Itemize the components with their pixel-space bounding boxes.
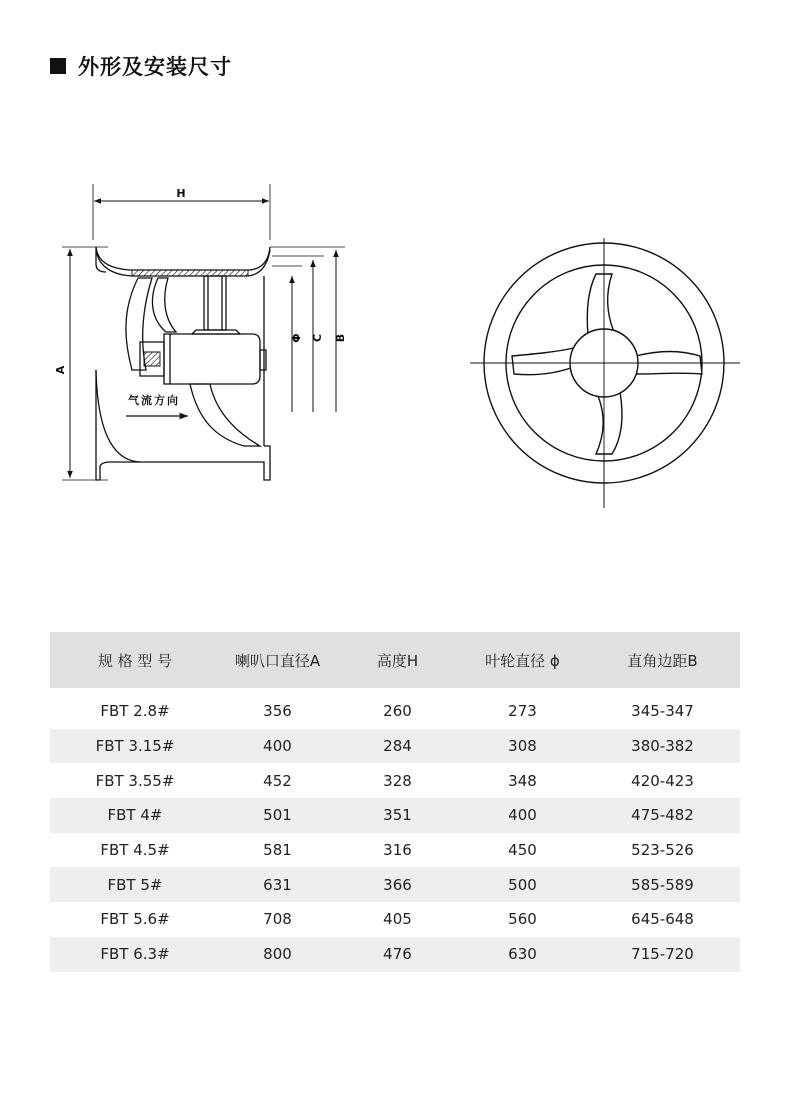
dim-b-label: B xyxy=(334,333,347,343)
airflow-label: 气流方向 xyxy=(128,394,180,407)
section-title: 外形及安装尺寸 xyxy=(78,55,232,79)
dim-c-label: C xyxy=(311,333,324,343)
spec-table xyxy=(50,632,740,972)
table-row: FBT 2.8# 356 260 273 345-347 xyxy=(100,702,694,721)
header-model: 规 格 型 号 xyxy=(50,632,220,688)
table-row: FBT 3.55# 452 328 348 420-423 xyxy=(95,771,694,790)
table-row: FBT 3.15# 400 284 308 380-382 xyxy=(50,729,740,764)
table-row: FBT 5# 631 366 500 585-589 xyxy=(50,867,740,902)
table-header-row xyxy=(50,632,740,688)
heading-square-icon xyxy=(50,58,66,74)
front-view xyxy=(470,238,740,508)
fan-drawing-svg xyxy=(40,170,750,520)
table-row: FBT 5.6# 708 405 560 645-648 xyxy=(100,910,694,929)
table-row: FBT 6.3# 800 476 630 715-720 xyxy=(50,937,740,972)
header-inlet-diameter: 喇叭口直径A xyxy=(220,632,335,688)
side-view xyxy=(62,184,345,480)
table-row: FBT 4.5# 581 316 450 523-526 xyxy=(100,841,694,860)
header-impeller-diameter: 叶轮直径 ϕ xyxy=(460,632,585,688)
header-height: 高度H xyxy=(335,632,460,688)
dim-h-label: H xyxy=(176,187,186,200)
dim-phi-label: Φ xyxy=(290,333,303,343)
technical-drawing xyxy=(40,170,750,520)
section-heading xyxy=(50,52,232,80)
dim-a-label: A xyxy=(54,365,67,375)
table-row: FBT 4# 501 351 400 475-482 xyxy=(50,798,740,833)
header-edge-distance: 直角边距B xyxy=(585,632,740,688)
